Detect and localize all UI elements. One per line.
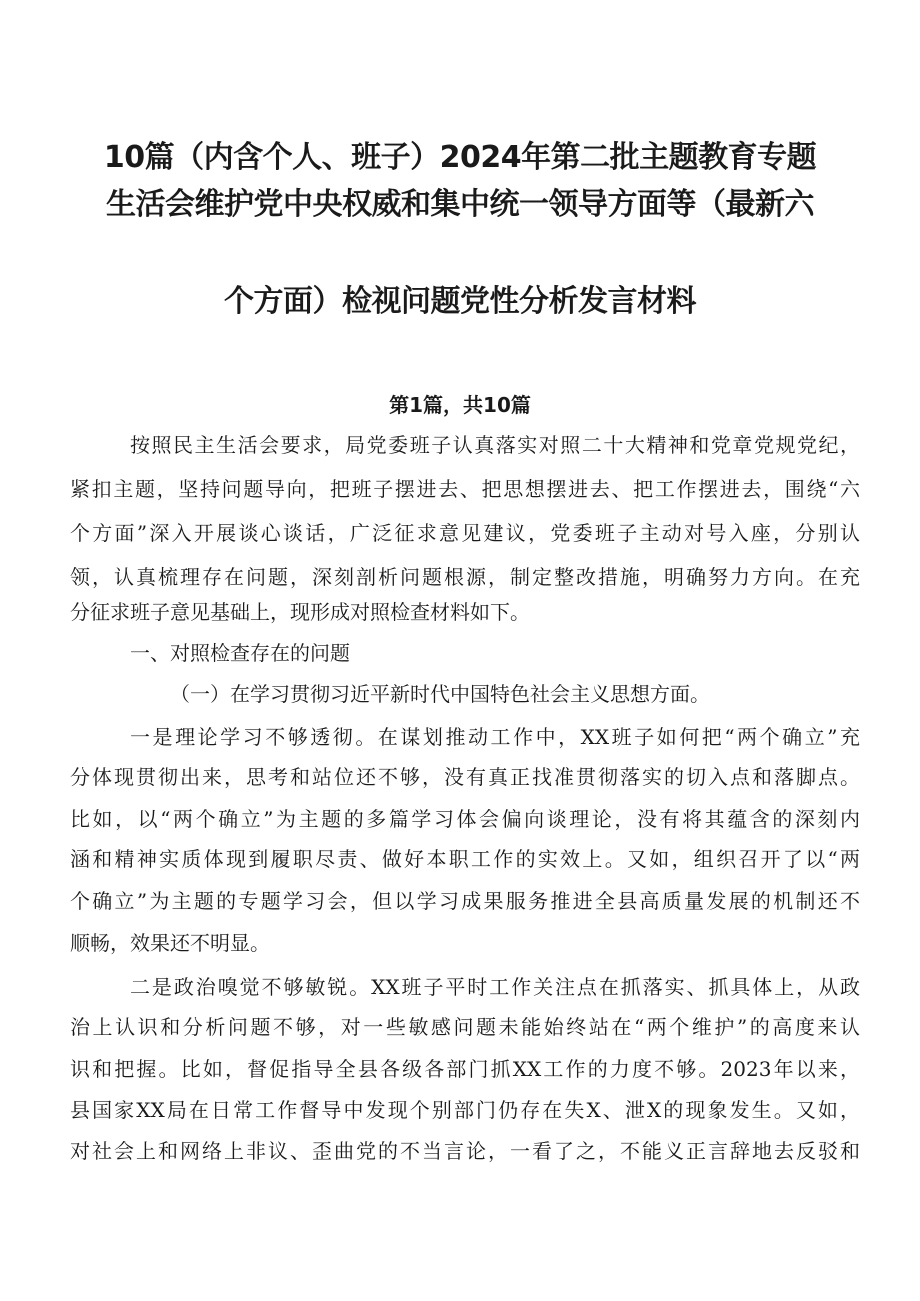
- paragraph-line: 二是政治嗅觉不够敏锐。XX班子平时工作关注点在抓落实、抓具体上，从政: [130, 975, 860, 999]
- paragraph-line: 个确立”为主题的专题学习会，但以学习成果服务推进全县高质量发展的机制还不: [70, 889, 860, 913]
- intro-line: 个方面”深入开展谈心谈话，广泛征求意见建议，党委班子主动对号入座，分别认: [70, 521, 860, 545]
- intro-line: 紧扣主题，坚持问题导向，把班子摆进去、把思想摆进去、把工作摆进去，围绕“六: [70, 477, 860, 501]
- paragraph-line: 对社会上和网络上非议、歪曲党的不当言论，一看了之，不能义正言辞地去反驳和: [70, 1139, 860, 1163]
- section-heading: 一、对照检查存在的问题: [130, 641, 350, 665]
- intro-line: 领，认真梳理存在问题，深刻剖析问题根源，制定整改措施，明确努力方向。在充: [70, 565, 860, 589]
- paragraph-line: 涵和精神实质体现到履职尽责、做好本职工作的实效上。又如，组织召开了以“两: [70, 847, 860, 871]
- intro-line: 分征求班子意见基础上，现形成对照检查材料如下。: [70, 600, 530, 624]
- document-title-line-2: 生活会维护党中央权威和集中统一领导方面等（最新六: [106, 187, 814, 222]
- document-title-line-1: 10篇（内含个人、班子）2024年第二批主题教育专题: [103, 140, 817, 175]
- section-subheading: （一）在学习贯彻习近平新时代中国特色社会主义思想方面。: [170, 682, 710, 706]
- intro-line: 按照民主生活会要求，局党委班子认真落实对照二十大精神和党章党规党纪，: [130, 433, 860, 457]
- paragraph-line: 分体现贯彻出来，思考和站位还不够，没有真正找准贯彻落实的切入点和落脚点。: [70, 765, 860, 789]
- paragraph-line: 县国家XX局在日常工作督导中发现个别部门仍存在失X、泄X的现象发生。又如，: [70, 1098, 860, 1122]
- paragraph-line: 识和把握。比如，督促指导全县各级各部门抓XX工作的力度不够。2023年以来，: [70, 1057, 860, 1081]
- article-counter: 第1篇，共10篇: [389, 393, 531, 417]
- paragraph-line: 比如，以“两个确立”为主题的多篇学习体会偏向谈理论，没有将其蕴含的深刻内: [70, 807, 860, 831]
- paragraph-line: 治上认识和分析问题不够，对一些敏感问题未能始终站在“两个维护”的高度来认: [70, 1015, 860, 1039]
- paragraph-line: 一是理论学习不够透彻。在谋划推动工作中，XX班子如何把“两个确立”充: [130, 725, 860, 749]
- document-title-line-3: 个方面）检视问题党性分析发言材料: [224, 284, 696, 319]
- paragraph-line: 顺畅，效果还不明显。: [70, 931, 270, 955]
